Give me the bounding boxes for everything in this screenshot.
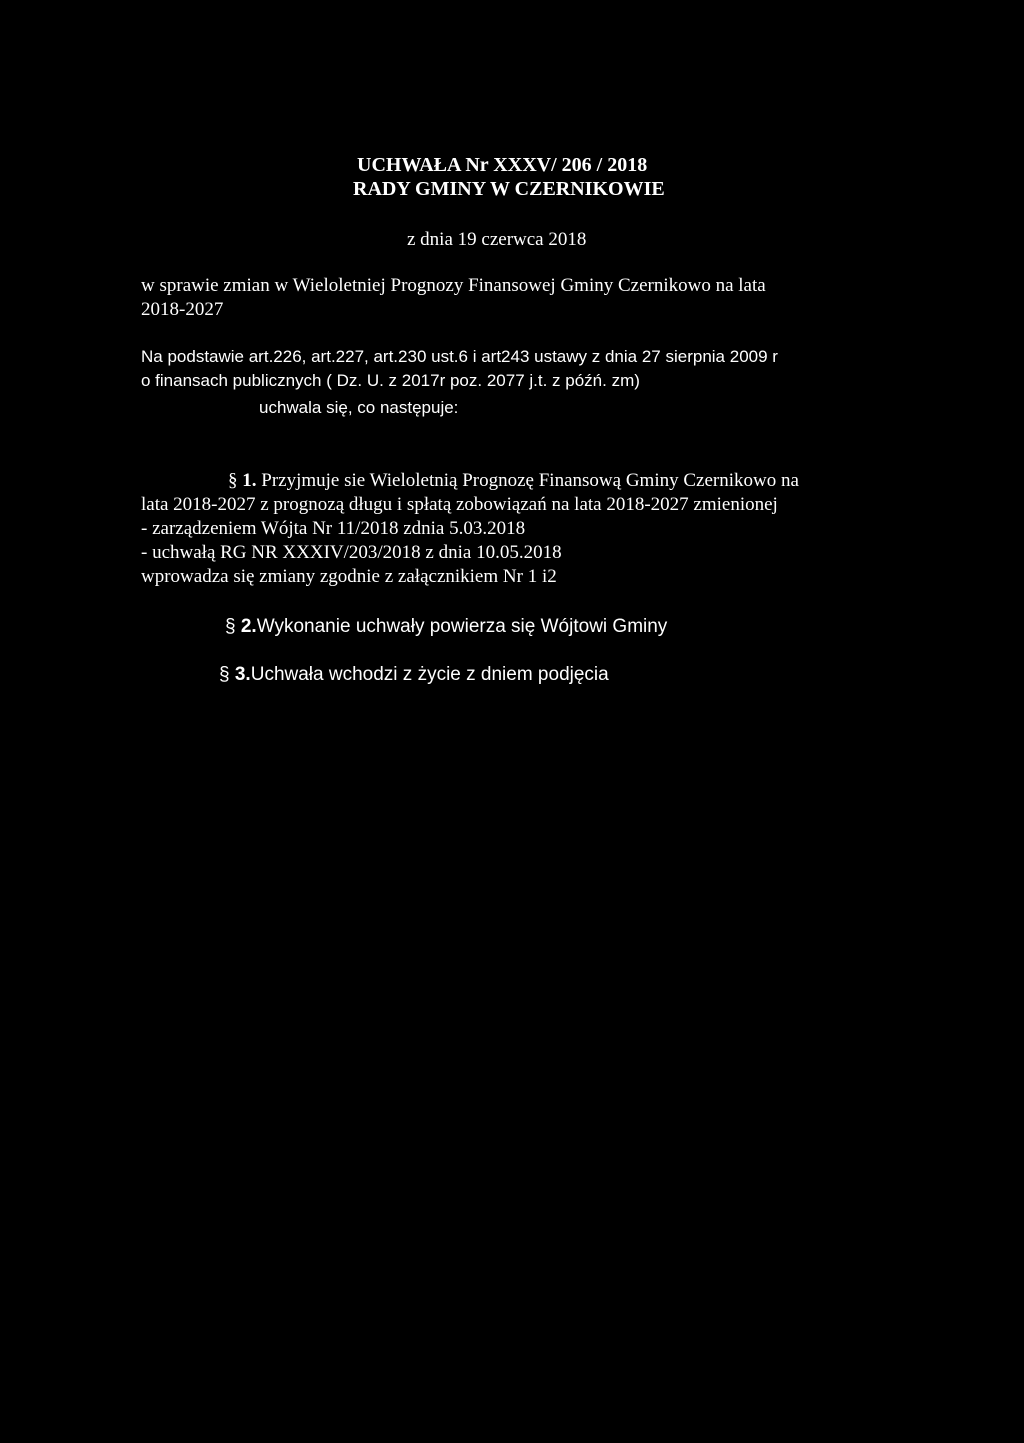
section-2-text: Wykonanie uchwały powierza się Wójtowi Gminy (256, 616, 668, 637)
section-1-line-1 (228, 469, 799, 493)
section-mark-icon: § (228, 470, 238, 491)
legal-basis-line-1: Na podstawie art.226, art.227, art.230 ust.6 i art243 ustawy z dnia 27 sierpnia 2009 r (141, 347, 778, 366)
section-1-line-4: - uchwałą RG NR XXXIV/203/2018 z dnia 10.05.2018 (141, 542, 562, 563)
section-1-text: Przyjmuje sie Wieloletnią Prognozę Finansową Gminy Czernikowo na (261, 470, 799, 491)
council-name: RADY GMINY W CZERNIKOWIE (353, 178, 665, 200)
section-2-number: 2. (240, 616, 257, 637)
resolution-date: z dnia 19 czerwca 2018 (407, 229, 587, 250)
section-mark-icon: § (219, 664, 230, 685)
legal-basis-line-2: o finansach publicznych ( Dz. U. z 2017r poz. 2077 j.t. z późń. zm) (141, 371, 640, 390)
section-3 (219, 663, 609, 687)
section-1-line-3: - zarządzeniem Wójta Nr 11/2018 zdnia 5.03.2018 (141, 518, 526, 539)
section-3-text: Uchwała wchodzi z życie z dniem podjęcia (250, 664, 609, 685)
section-1-line-2: lata 2018-2027 z prognozą długu i spłatą zobowiązań na lata 2018-2027 zmienionej (141, 494, 778, 515)
section-1-line-5: wprowadza się zmiany zgodnie z załącznikiem Nr 1 i2 (141, 566, 557, 587)
section-1-number: 1. (242, 470, 257, 491)
resolution-title: UCHWAŁA Nr XXXV/ 206 / 2018 (357, 154, 648, 176)
enactment-clause: uchwala się, co następuje: (259, 398, 459, 417)
subject-line-1: w sprawie zmian w Wieloletniej Prognozy Finansowej Gminy Czernikowo na lata (141, 275, 766, 296)
section-mark-icon: § (225, 616, 236, 637)
section-3-number: 3. (234, 664, 251, 685)
subject-line-2: 2018-2027 (141, 299, 224, 320)
section-2 (225, 615, 667, 639)
